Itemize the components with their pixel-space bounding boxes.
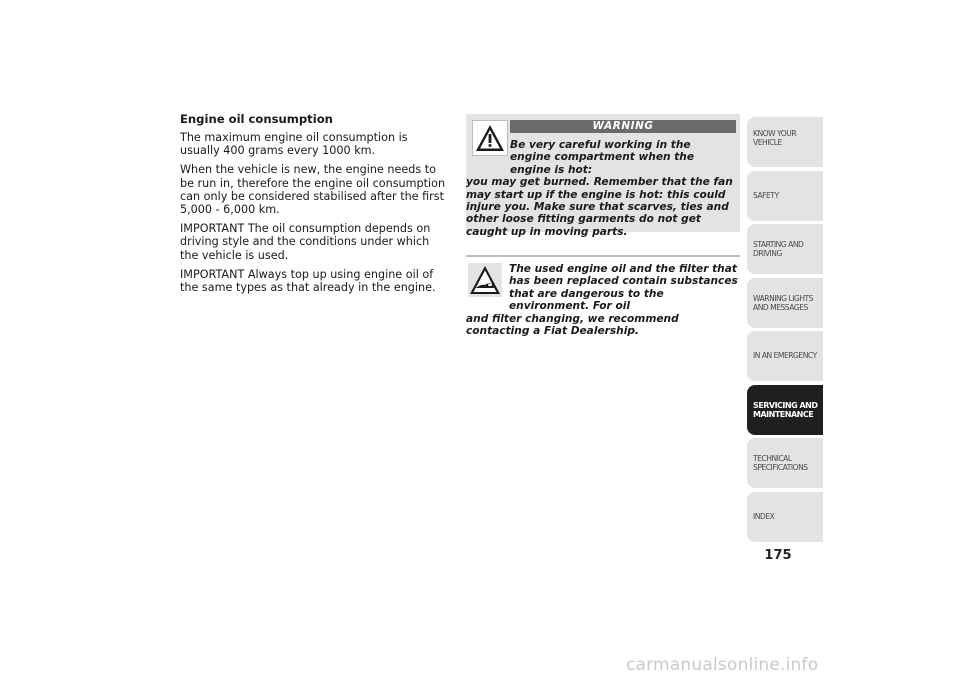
environment-text xyxy=(466,263,738,337)
chapter-tabs xyxy=(747,117,823,545)
warning-text-rest: you may get burned. Remember that the fan may start up if the engine is hot: this could injure you. Make sure that scarves, ties and other loose fitting garments do not get caught up in moving parts. xyxy=(466,176,733,238)
tab-warning-lights-and-messages[interactable]: WARNING LIGHTS AND MESSAGES xyxy=(747,278,823,328)
environment-note xyxy=(466,263,738,337)
engine-oil-section xyxy=(180,112,450,300)
tab-safety[interactable]: SAFETY xyxy=(747,171,823,221)
environment-text-first: The used engine oil and the filter that has been replaced contain substances that are dangerous to the environment. For oil xyxy=(509,263,738,313)
warning-text-first: Be very careful working in the engine compartment when the engine is hot: xyxy=(510,139,695,176)
watermark: carmanualsonline.info xyxy=(626,655,819,675)
tab-starting-and-driving[interactable]: STARTING AND DRIVING xyxy=(747,224,823,274)
section-heading: Engine oil consumption xyxy=(180,112,333,126)
paragraph-new-vehicle: When the vehicle is new, the engine needs to be run in, therefore the engine oil consumption can only be considered stabilised after the first 5,000 - 6,000 km. xyxy=(180,163,446,217)
paragraph-important-driving: IMPORTANT The oil consumption depends on driving style and the conditions under which the vehicle is used. xyxy=(180,222,431,262)
warning-label: WARNING xyxy=(510,120,736,133)
divider xyxy=(466,255,740,257)
paragraph-important-topup: IMPORTANT Always top up using engine oil of the same types as that already in the engine. xyxy=(180,267,436,295)
tab-know-your-vehicle[interactable]: KNOW YOUR VEHICLE xyxy=(747,117,823,167)
tab-in-an-emergency[interactable]: IN AN EMERGENCY xyxy=(747,331,823,381)
paragraph-consumption: The maximum engine oil consumption is usually 400 grams every 1000 km. xyxy=(180,131,408,158)
environment-text-rest: and filter changing, we recommend contacting a Fiat Dealership. xyxy=(466,312,679,338)
page-number: 175 xyxy=(764,548,792,563)
warning-text xyxy=(466,139,734,238)
warning-box xyxy=(466,114,740,238)
tab-index[interactable]: INDEX xyxy=(747,492,823,542)
environment-triangle-icon xyxy=(468,263,502,297)
tab-technical-specifications[interactable]: TECHNICAL SPECIFICATIONS xyxy=(747,438,823,488)
tab-servicing-and-maintenance[interactable]: SERVICING AND MAINTENANCE xyxy=(747,385,823,435)
notes-column xyxy=(466,114,740,338)
